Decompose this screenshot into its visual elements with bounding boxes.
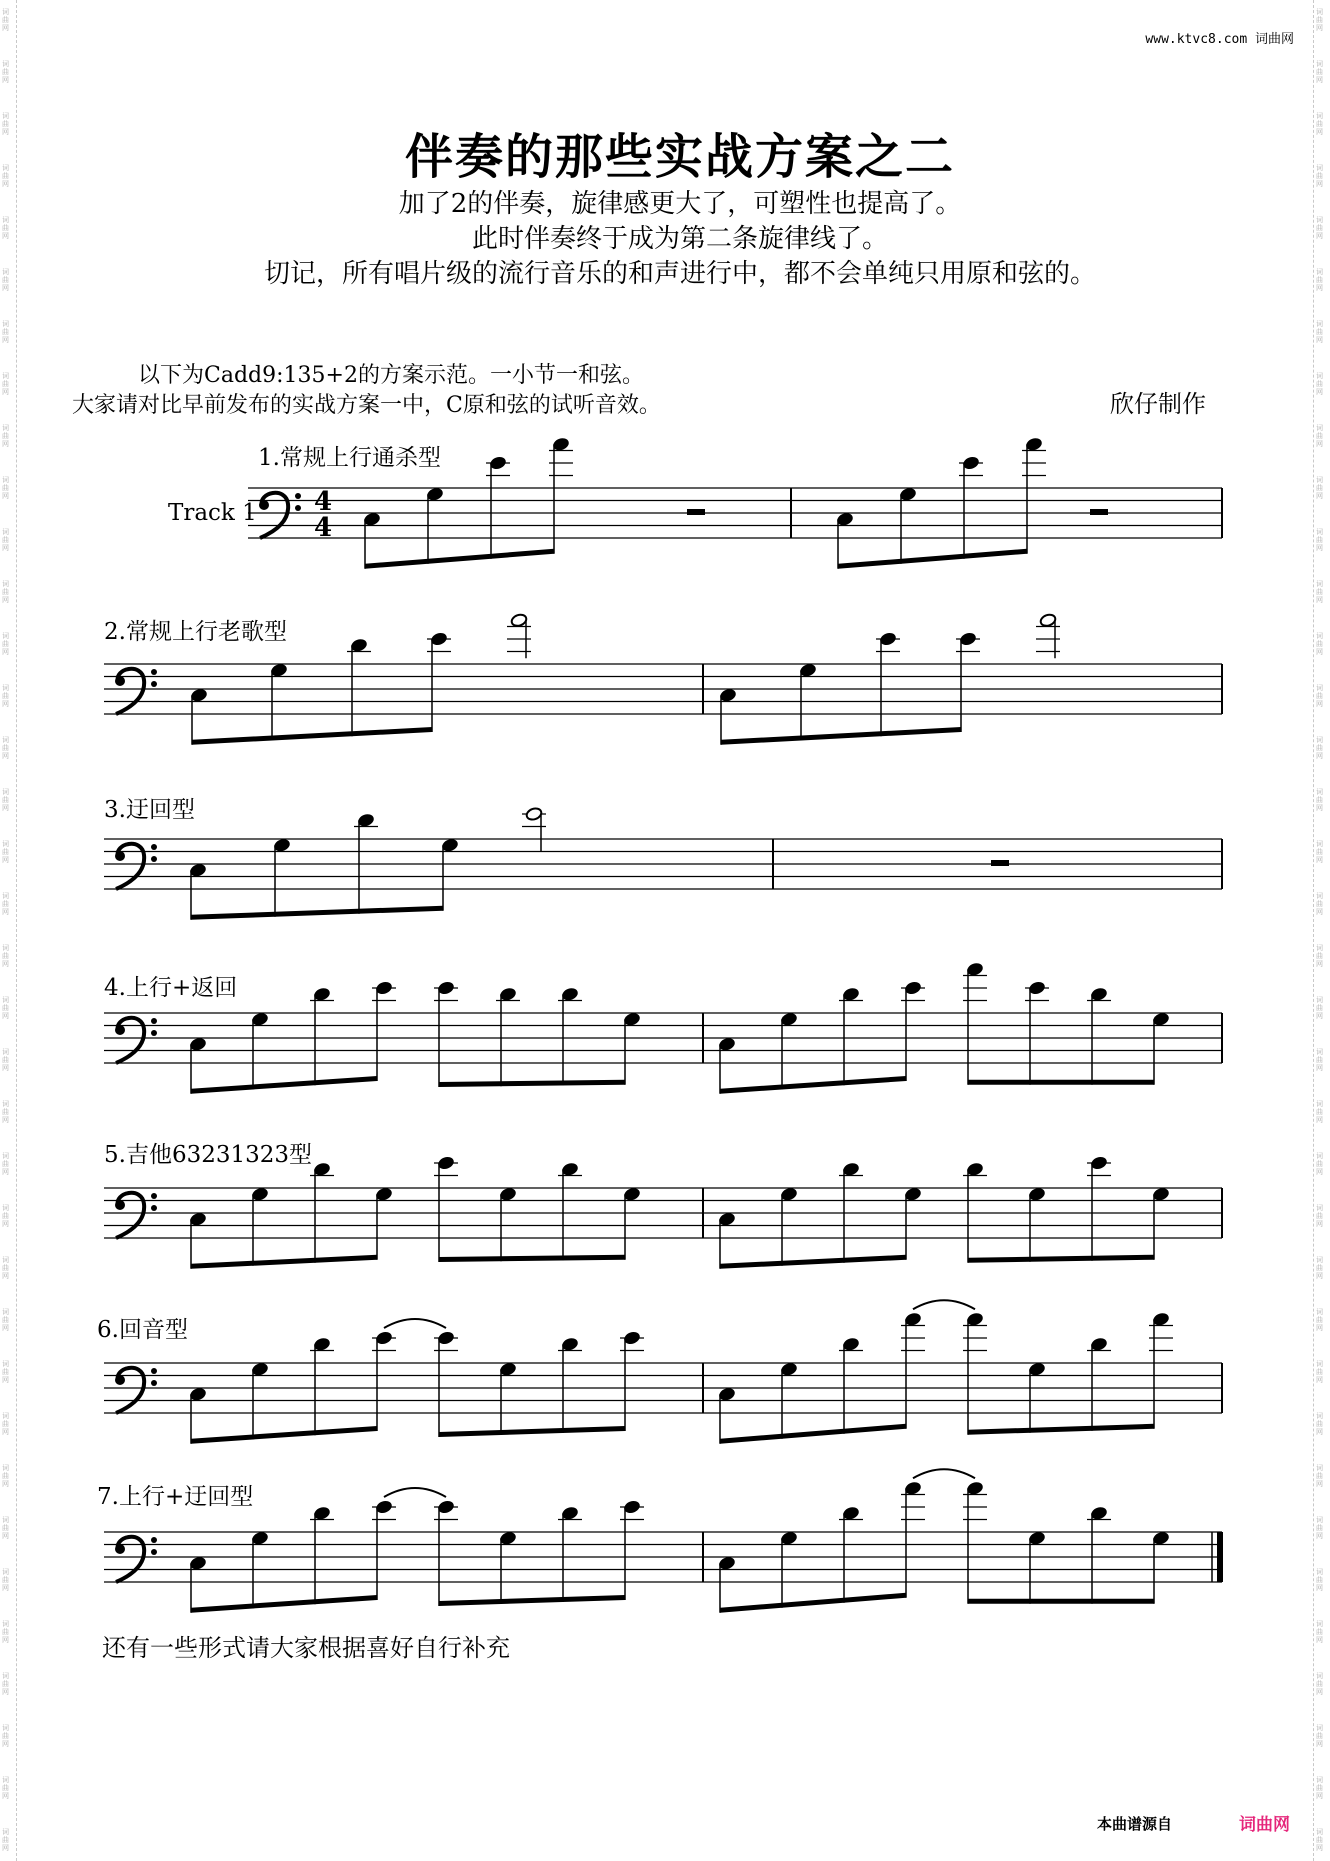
side-watermark: 词曲网	[1316, 1048, 1323, 1072]
side-watermark: 词曲网	[2, 944, 9, 968]
note-beam	[721, 727, 961, 745]
time-signature: 4	[314, 487, 333, 517]
bass-clef	[116, 844, 144, 889]
side-watermark: 词曲网	[1316, 112, 1323, 136]
side-watermark: 词曲网	[1316, 1360, 1323, 1384]
side-watermark: 词曲网	[1316, 528, 1323, 552]
side-watermark: 词曲网	[1316, 1724, 1323, 1748]
bass-clef	[151, 1380, 157, 1386]
note-beam	[968, 1255, 1154, 1263]
note-head	[251, 1187, 269, 1202]
closing-note: 还有一些形式请大家根据喜好自行补充	[102, 1634, 510, 1662]
footer-site-name[interactable]: 词曲网	[1239, 1815, 1290, 1835]
note-head	[718, 1212, 736, 1227]
bass-clef	[151, 844, 157, 850]
side-watermark: 词曲网	[2, 1204, 9, 1228]
side-watermark: 词曲网	[1316, 684, 1323, 708]
note-head	[962, 456, 980, 471]
note-head	[189, 1037, 207, 1052]
note-head	[437, 981, 455, 996]
track-label: Track 1	[168, 500, 257, 526]
note-head	[623, 1331, 641, 1346]
side-watermark: 词曲网	[1316, 216, 1323, 240]
side-watermark: 词曲网	[2, 996, 9, 1020]
note-head	[313, 1162, 331, 1177]
note-head	[561, 987, 579, 1002]
side-watermark: 词曲网	[1316, 60, 1323, 84]
note-head	[561, 1162, 579, 1177]
bass-clef	[115, 676, 125, 686]
side-watermark: 词曲网	[2, 684, 9, 708]
side-watermark: 词曲网	[2, 1620, 9, 1644]
staff-system	[168, 437, 1222, 569]
note-beam	[191, 1595, 377, 1613]
bass-clef	[151, 669, 157, 675]
half-rest	[991, 860, 1009, 866]
side-watermark: 词曲网	[2, 1152, 9, 1176]
note-head	[842, 987, 860, 1002]
note-head	[836, 512, 854, 527]
note-head	[363, 512, 381, 527]
note-head	[1028, 1531, 1046, 1546]
side-watermark: 词曲网	[2, 840, 9, 864]
bass-clef	[151, 1018, 157, 1024]
note-beam	[720, 1076, 906, 1094]
side-watermark: 词曲网	[1316, 1308, 1323, 1332]
note-head	[1028, 981, 1046, 996]
bass-clef	[115, 851, 125, 861]
note-head	[1152, 1187, 1170, 1202]
side-watermark: 词曲网	[2, 320, 9, 344]
side-watermark: 词曲网	[1316, 320, 1323, 344]
bass-clef	[295, 505, 301, 511]
note-head	[1152, 1312, 1170, 1327]
side-watermark: 词曲网	[1316, 892, 1323, 916]
side-watermark: 词曲网	[1316, 1100, 1323, 1124]
note-head	[489, 456, 507, 471]
note-head	[966, 1481, 984, 1496]
half-note	[510, 613, 528, 628]
bass-clef	[116, 1368, 144, 1413]
side-watermark: 词曲网	[2, 892, 9, 916]
tie	[384, 1488, 446, 1497]
side-watermark: 词曲网	[1316, 1464, 1323, 1488]
note-head	[879, 632, 897, 647]
side-watermark: 词曲网	[2, 788, 9, 812]
note-beam	[439, 1595, 625, 1606]
bass-clef	[151, 1368, 157, 1374]
side-watermark: 词曲网	[2, 424, 9, 448]
note-beam	[720, 1424, 906, 1444]
note-head	[904, 1481, 922, 1496]
side-watermark: 词曲网	[2, 528, 9, 552]
tie	[384, 1319, 446, 1328]
note-beam	[191, 1426, 377, 1444]
note-head	[966, 1162, 984, 1177]
side-watermark: 词曲网	[2, 8, 9, 32]
note-beam	[365, 549, 554, 569]
subtitle-line-3: 切记，所有唱片级的流行音乐的和声进行中，都不会单纯只用原和弦的。	[263, 259, 1096, 289]
bass-clef	[151, 1205, 157, 1211]
note-head	[499, 987, 517, 1002]
note-head	[1090, 1337, 1108, 1352]
side-watermark: 词曲网	[1316, 1152, 1323, 1176]
side-watermark: 词曲网	[2, 1100, 9, 1124]
note-head	[441, 838, 459, 853]
note-head	[561, 1337, 579, 1352]
side-watermark: 词曲网	[2, 1828, 9, 1852]
side-watermark: 词曲网	[1316, 1776, 1323, 1800]
note-head	[375, 1331, 393, 1346]
side-watermark: 词曲网	[1316, 1256, 1323, 1280]
note-head	[623, 1500, 641, 1515]
row-label: 6.回音型	[97, 1317, 188, 1343]
time-signature: 4	[314, 513, 333, 543]
side-watermark: 词曲网	[1316, 1828, 1323, 1852]
note-head	[1025, 437, 1043, 452]
side-watermark: 词曲网	[1316, 164, 1323, 188]
note-beam	[439, 1255, 625, 1262]
note-head	[273, 838, 291, 853]
half-note	[525, 807, 543, 822]
note-head	[623, 1187, 641, 1202]
note-beam	[720, 1255, 906, 1269]
side-watermark: 词曲网	[2, 268, 9, 292]
note-head	[718, 1387, 736, 1402]
note-head	[189, 1556, 207, 1571]
note-beam	[968, 1080, 1154, 1085]
note-head	[561, 1506, 579, 1521]
half-rest	[1090, 509, 1108, 515]
bass-clef	[116, 669, 144, 714]
note-head	[430, 632, 448, 647]
note-beam	[968, 1599, 1154, 1604]
row-label: 1.常规上行通杀型	[258, 445, 441, 471]
side-watermark: 词曲网	[1316, 736, 1323, 760]
note-head	[1090, 1506, 1108, 1521]
bass-clef	[115, 1200, 125, 1210]
footer-source-label: 本曲谱源自	[1097, 1815, 1173, 1833]
note-head	[189, 1212, 207, 1227]
side-watermark: 词曲网	[1316, 372, 1323, 396]
note-beam	[192, 727, 432, 745]
bass-clef	[151, 1537, 157, 1543]
side-watermark: 词曲网	[1316, 1516, 1323, 1540]
note-head	[437, 1500, 455, 1515]
note-beam	[191, 906, 443, 920]
note-head	[718, 1037, 736, 1052]
staff-system	[104, 1142, 1222, 1269]
note-head	[313, 987, 331, 1002]
side-watermark: 词曲网	[2, 1724, 9, 1748]
side-watermark: 词曲网	[1316, 424, 1323, 448]
half-rest	[687, 509, 705, 515]
side-watermark: 词曲网	[1316, 840, 1323, 864]
side-watermark: 词曲网	[2, 1776, 9, 1800]
side-watermark: 词曲网	[2, 1568, 9, 1592]
note-head	[251, 1012, 269, 1027]
intro-line-2: 大家请对比早前发布的实战方案一中，C原和弦的试听音效。	[72, 393, 661, 418]
note-head	[904, 1187, 922, 1202]
note-head	[1152, 1531, 1170, 1546]
note-head	[966, 1312, 984, 1327]
side-watermark: 词曲网	[2, 164, 9, 188]
bass-clef	[116, 1018, 144, 1063]
note-head	[499, 1531, 517, 1546]
note-head	[842, 1506, 860, 1521]
side-watermark: 词曲网	[2, 476, 9, 500]
side-watermark: 词曲网	[2, 632, 9, 656]
page-title: 伴奏的那些实战方案之二	[404, 129, 955, 185]
note-head	[375, 981, 393, 996]
subtitle-line-2: 此时伴奏终于成为第二条旋律线了。	[471, 224, 888, 254]
note-head	[350, 638, 368, 653]
side-watermark: 词曲网	[1316, 476, 1323, 500]
side-watermark: 词曲网	[1316, 1620, 1323, 1644]
note-head	[552, 437, 570, 452]
side-watermark: 词曲网	[2, 1672, 9, 1696]
side-watermark: 词曲网	[2, 580, 9, 604]
side-watermark: 词曲网	[1316, 632, 1323, 656]
bass-clef	[151, 1549, 157, 1555]
note-head	[959, 632, 977, 647]
note-head	[499, 1362, 517, 1377]
side-watermark: 词曲网	[1316, 1672, 1323, 1696]
staff-system	[97, 1469, 1222, 1613]
staff-system	[97, 1300, 1222, 1444]
note-head	[270, 663, 288, 678]
note-head	[251, 1531, 269, 1546]
note-beam	[720, 1593, 906, 1613]
side-watermark: 词曲网	[2, 1048, 9, 1072]
bass-clef	[116, 1537, 144, 1582]
bass-clef	[115, 1025, 125, 1035]
note-head	[899, 487, 917, 502]
note-head	[904, 1312, 922, 1327]
note-head	[375, 1500, 393, 1515]
side-watermark: 词曲网	[1316, 580, 1323, 604]
bass-clef	[151, 856, 157, 862]
bass-clef	[260, 493, 288, 538]
note-head	[842, 1337, 860, 1352]
note-head	[780, 1012, 798, 1027]
note-head	[719, 688, 737, 703]
note-head	[251, 1362, 269, 1377]
side-watermark: 词曲网	[1316, 8, 1323, 32]
side-watermark: 词曲网	[2, 1464, 9, 1488]
note-head	[799, 663, 817, 678]
side-watermark: 词曲网	[1316, 1204, 1323, 1228]
note-head	[1090, 1156, 1108, 1171]
note-head	[357, 813, 375, 828]
site-url[interactable]: www.ktvc8.com 词曲网	[1145, 32, 1294, 47]
bass-clef	[151, 681, 157, 687]
note-head	[780, 1187, 798, 1202]
side-watermark: 词曲网	[1316, 1568, 1323, 1592]
note-beam	[439, 1426, 625, 1437]
note-head	[313, 1337, 331, 1352]
side-watermark: 词曲网	[2, 216, 9, 240]
side-watermark: 词曲网	[2, 1360, 9, 1384]
note-head	[1028, 1187, 1046, 1202]
side-watermark: 词曲网	[2, 1412, 9, 1436]
side-watermark: 词曲网	[1316, 788, 1323, 812]
side-watermark: 词曲网	[2, 372, 9, 396]
note-head	[1028, 1362, 1046, 1377]
note-head	[426, 487, 444, 502]
note-head	[1090, 987, 1108, 1002]
staff-system	[104, 797, 1222, 920]
bass-clef	[259, 500, 269, 510]
note-beam	[968, 1424, 1154, 1435]
side-watermark: 词曲网	[2, 112, 9, 136]
note-head	[904, 981, 922, 996]
note-head	[437, 1331, 455, 1346]
subtitle-line-1: 加了2的伴奏，旋律感更大了，可塑性也提高了。	[398, 189, 962, 219]
side-watermark: 词曲网	[2, 60, 9, 84]
row-label: 5.吉他63231323型	[104, 1142, 313, 1168]
note-head	[842, 1162, 860, 1177]
bass-clef	[295, 493, 301, 499]
note-head	[313, 1506, 331, 1521]
row-label: 2.常规上行老歌型	[104, 619, 287, 645]
note-head	[780, 1531, 798, 1546]
note-head	[1152, 1012, 1170, 1027]
note-head	[780, 1362, 798, 1377]
side-watermark: 词曲网	[2, 736, 9, 760]
note-beam	[838, 549, 1027, 569]
note-head	[623, 1012, 641, 1027]
note-beam	[439, 1080, 625, 1087]
bass-clef	[115, 1544, 125, 1554]
tie	[913, 1300, 975, 1309]
tie	[913, 1469, 975, 1478]
note-head	[499, 1187, 517, 1202]
side-watermark: 词曲网	[2, 1256, 9, 1280]
row-label: 3.迂回型	[104, 797, 195, 823]
note-head	[718, 1556, 736, 1571]
bass-clef	[151, 1030, 157, 1036]
note-head	[375, 1187, 393, 1202]
side-watermark: 词曲网	[1316, 944, 1323, 968]
note-head	[189, 863, 207, 878]
staff-system	[104, 613, 1222, 745]
note-head	[437, 1156, 455, 1171]
note-beam	[191, 1076, 377, 1094]
row-label: 7.上行+迂回型	[97, 1484, 254, 1510]
intro-line-1: 以下为Cadd9:135+2的方案示范。一小节一和弦。	[138, 363, 644, 388]
staff-system	[104, 962, 1222, 1094]
side-watermark: 词曲网	[1316, 268, 1323, 292]
row-label: 4.上行+返回	[104, 975, 238, 1001]
note-head	[190, 688, 208, 703]
note-beam	[191, 1255, 377, 1269]
bass-clef	[151, 1193, 157, 1199]
side-watermark: 词曲网	[1316, 1412, 1323, 1436]
author-credit: 欣仔制作	[1110, 390, 1206, 418]
side-watermark: 词曲网	[2, 1308, 9, 1332]
note-head	[189, 1387, 207, 1402]
bass-clef	[116, 1193, 144, 1238]
bass-clef	[115, 1375, 125, 1385]
side-watermark: 词曲网	[1316, 996, 1323, 1020]
side-watermark: 词曲网	[2, 1516, 9, 1540]
half-note	[1039, 613, 1057, 628]
note-head	[966, 962, 984, 977]
